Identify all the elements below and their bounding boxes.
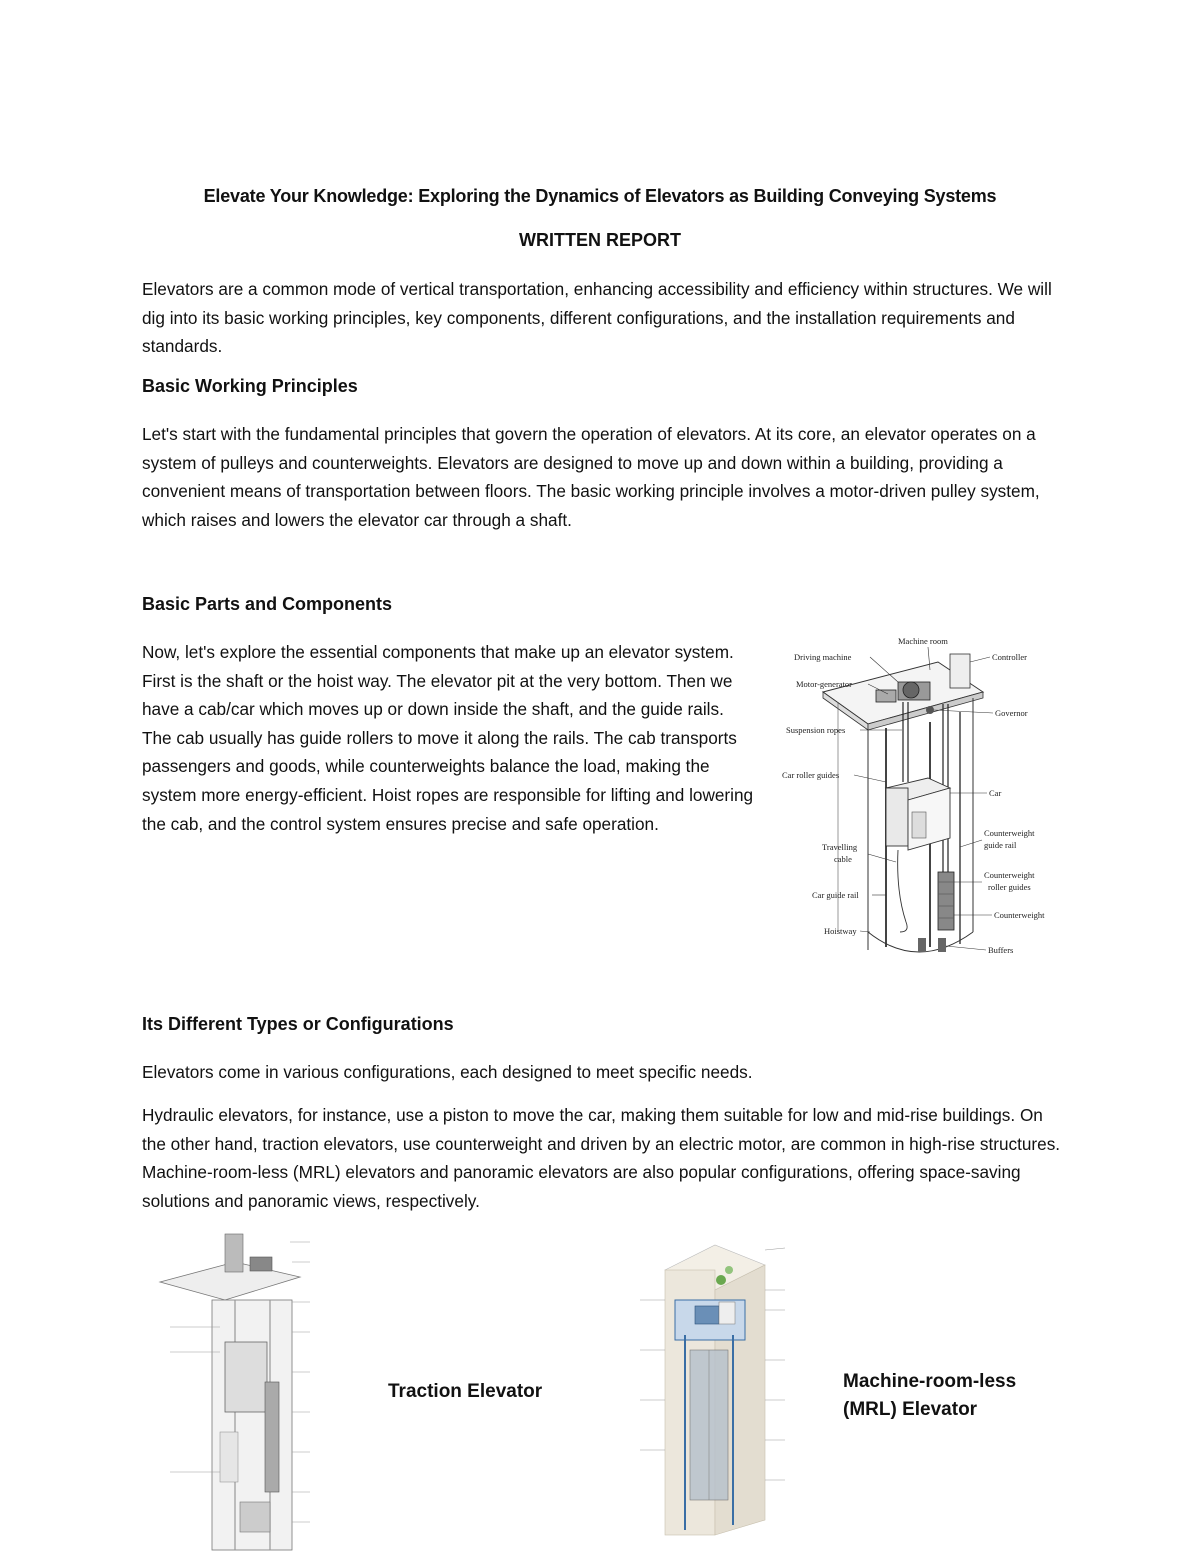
caption-mrl-line1: Machine-room-less [843, 1371, 1017, 1392]
types-intro-paragraph: Elevators come in various configurations, each designed to meet specific needs. [142, 1062, 753, 1082]
heading-principles: Basic Working Principles [142, 376, 358, 396]
label-counterweight: Counterweight [994, 910, 1045, 920]
heading-types: Its Different Types or Configurations [142, 1014, 454, 1034]
label-car: Car [989, 788, 1002, 798]
document-subtitle: WRITTEN REPORT [519, 230, 681, 250]
mrl-elevator-illustration [635, 1240, 835, 1540]
caption-mrl-elevator [843, 1368, 1016, 1424]
label-controller: Controller [992, 652, 1027, 662]
label-counterweight-roller-guides-1: Counterweight [984, 870, 1035, 880]
caption-mrl-line2: (MRL) Elevator [843, 1399, 978, 1420]
label-counterweight-guide-rail-1: Counterweight [984, 828, 1035, 838]
label-governor: Governor [995, 708, 1028, 718]
label-suspension-ropes: Suspension ropes [786, 725, 846, 735]
label-car-guide-rail: Car guide rail [812, 890, 859, 900]
label-counterweight-guide-rail-2: guide rail [984, 840, 1017, 850]
label-travelling-cable-2: cable [834, 854, 852, 864]
types-detail-paragraph: Hydraulic elevators, for instance, use a piston to move the car, making them suitable for low and mid-rise buildings. On the other hand, traction elevators, use counterweight and driven by an electric motor, are common in high-rise structures. Machine-room-less (MRL) elevators and panoramic elevators are also popular configurations, offering space-saving solutions and panoramic views, respectively. [142, 1105, 1061, 1211]
label-travelling-cable-1: Travelling [822, 842, 858, 852]
label-counterweight-roller-guides-2: roller guides [988, 882, 1031, 892]
label-car-roller-guides: Car roller guides [782, 770, 840, 780]
elevator-components-diagram [778, 632, 1063, 974]
principles-paragraph: Let's start with the fundamental principles that govern the operation of elevators. At its core, an elevator operates on a system of pulleys and counterweights. Elevators are designed to move up and down within a building, providing a convenient means of transportation between floors. The basic working principle involves a motor-driven pulley system, which raises and lowers the elevator car through a shaft. [142, 424, 1040, 530]
label-machine-room: Machine room [898, 636, 948, 646]
traction-elevator-illustration [140, 1232, 385, 1552]
label-hoistway: Hoistway [824, 926, 857, 936]
label-buffers: Buffers [988, 945, 1014, 955]
label-motor-generator: Motor-generator [796, 679, 853, 689]
caption-traction-elevator: Traction Elevator [388, 1381, 543, 1402]
intro-paragraph: Elevators are a common mode of vertical transportation, enhancing accessibility and efficiency within structures. We will dig into its basic working principles, key components, different configurations, and the installation requirements and standards. [142, 279, 1052, 357]
label-driving-machine: Driving machine [794, 652, 852, 662]
heading-components: Basic Parts and Components [142, 594, 393, 614]
document-title: Elevate Your Knowledge: Exploring the Dynamics of Elevators as Building Conveying Systems [203, 186, 997, 206]
components-paragraph: Now, let's explore the essential components that make up an elevator system. First is the shaft or the hoist way. The elevator pit at the very bottom. Then we have a cab/car which moves up or down inside the shaft, and the guide rails. The cab usually has guide rollers to move it along the rails. The cab transports passengers and goods, while counterweights balance the load, making the system more energy-efficient. Hoist ropes are responsible for lifting and lowering the cab, and the control system ensures precise and safe operation. [142, 642, 754, 834]
